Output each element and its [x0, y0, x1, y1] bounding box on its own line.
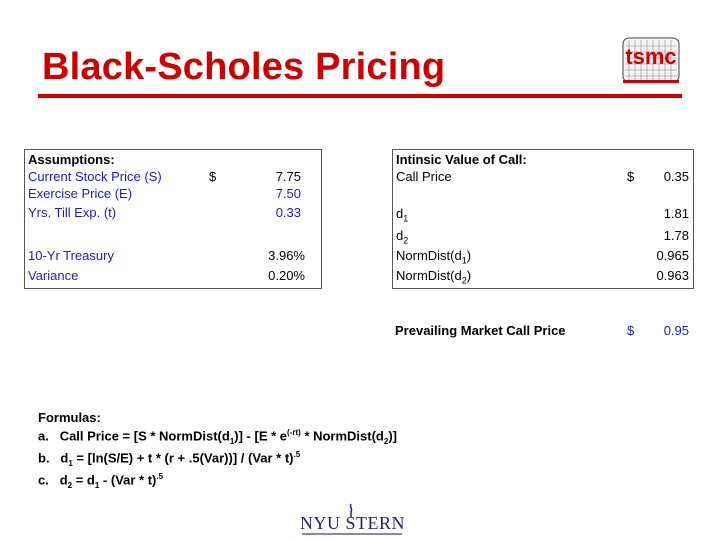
call-price-currency: $ — [627, 169, 635, 184]
table-row — [393, 268, 693, 285]
years-label: Yrs. Till Exp. (t) — [28, 205, 117, 220]
logo-wordmark: tsmc — [625, 44, 677, 69]
table-row — [25, 268, 321, 285]
call-price-value: 0.35 — [663, 169, 689, 184]
market-price-value: 0.95 — [663, 323, 689, 338]
normdist-d1-value: 0.965 — [656, 248, 689, 263]
market-price-label: Prevailing Market Call Price — [395, 323, 566, 338]
table-row — [393, 169, 693, 186]
logo-subline — [302, 533, 402, 535]
nyu-stern-logo — [300, 503, 406, 537]
table-row — [25, 248, 321, 265]
exercise-price-label: Exercise Price (E) — [28, 186, 133, 201]
table-row — [393, 206, 693, 223]
years-value: 0.33 — [275, 205, 301, 220]
tsmc-logo — [619, 36, 683, 84]
assumptions-header: Assumptions: — [28, 152, 115, 167]
treasury-label: 10-Yr Treasury — [28, 248, 114, 263]
assumptions-table — [24, 149, 322, 289]
stock-price-value: 7.75 — [275, 169, 301, 184]
formulas-header: Formulas: — [38, 410, 101, 425]
normdist-d2-label: $NormDist(d_2)$ — [396, 268, 472, 286]
d1-label: $d_1$ — [396, 206, 409, 224]
formula-a: a. Call Price = $[S * NormDist(d_1)] - [E * e^{(-rt)}$ * $NormDist(d_2)$] — [38, 428, 397, 446]
intrinsic-header: Intinsic Value of Call: — [396, 152, 527, 167]
normdist-d2-value: 0.963 — [656, 268, 689, 283]
d1-value: 1.81 — [663, 206, 689, 221]
stock-price-label: Current Stock Price (S) — [28, 169, 162, 184]
page-title: Black-Scholes Pricing — [42, 46, 446, 88]
table-row — [25, 169, 321, 186]
nyu-stern-wordmark: NYU STERN — [300, 513, 406, 533]
market-price-row — [395, 323, 693, 341]
formula-c: c. $d_2 = d_1 - (Var * t)^{.5}$ — [38, 472, 164, 490]
formula-b: b. $d_1 = [\ln(S/E) + t * (r + .5(Var))] / (Var * t)^{.5}$ — [38, 450, 301, 468]
table-row — [25, 186, 321, 203]
d2-value: 1.78 — [663, 228, 689, 243]
variance-label: Variance — [28, 268, 79, 283]
stock-price-currency: $ — [209, 169, 217, 184]
intrinsic-value-table — [392, 149, 694, 289]
call-price-label: Call Price — [396, 169, 452, 184]
normdist-d1-label: $NormDist(d_1)$ — [396, 248, 472, 266]
table-row — [393, 228, 693, 245]
table-row — [393, 248, 693, 265]
treasury-value: 3.96% — [268, 248, 305, 263]
exercise-price-value: 7.50 — [275, 186, 301, 201]
d2-label: $d_2$ — [396, 228, 409, 246]
market-price-currency: $ — [627, 323, 635, 338]
table-row — [25, 205, 321, 222]
variance-value: 0.20% — [268, 268, 305, 283]
title-underline — [38, 94, 682, 98]
